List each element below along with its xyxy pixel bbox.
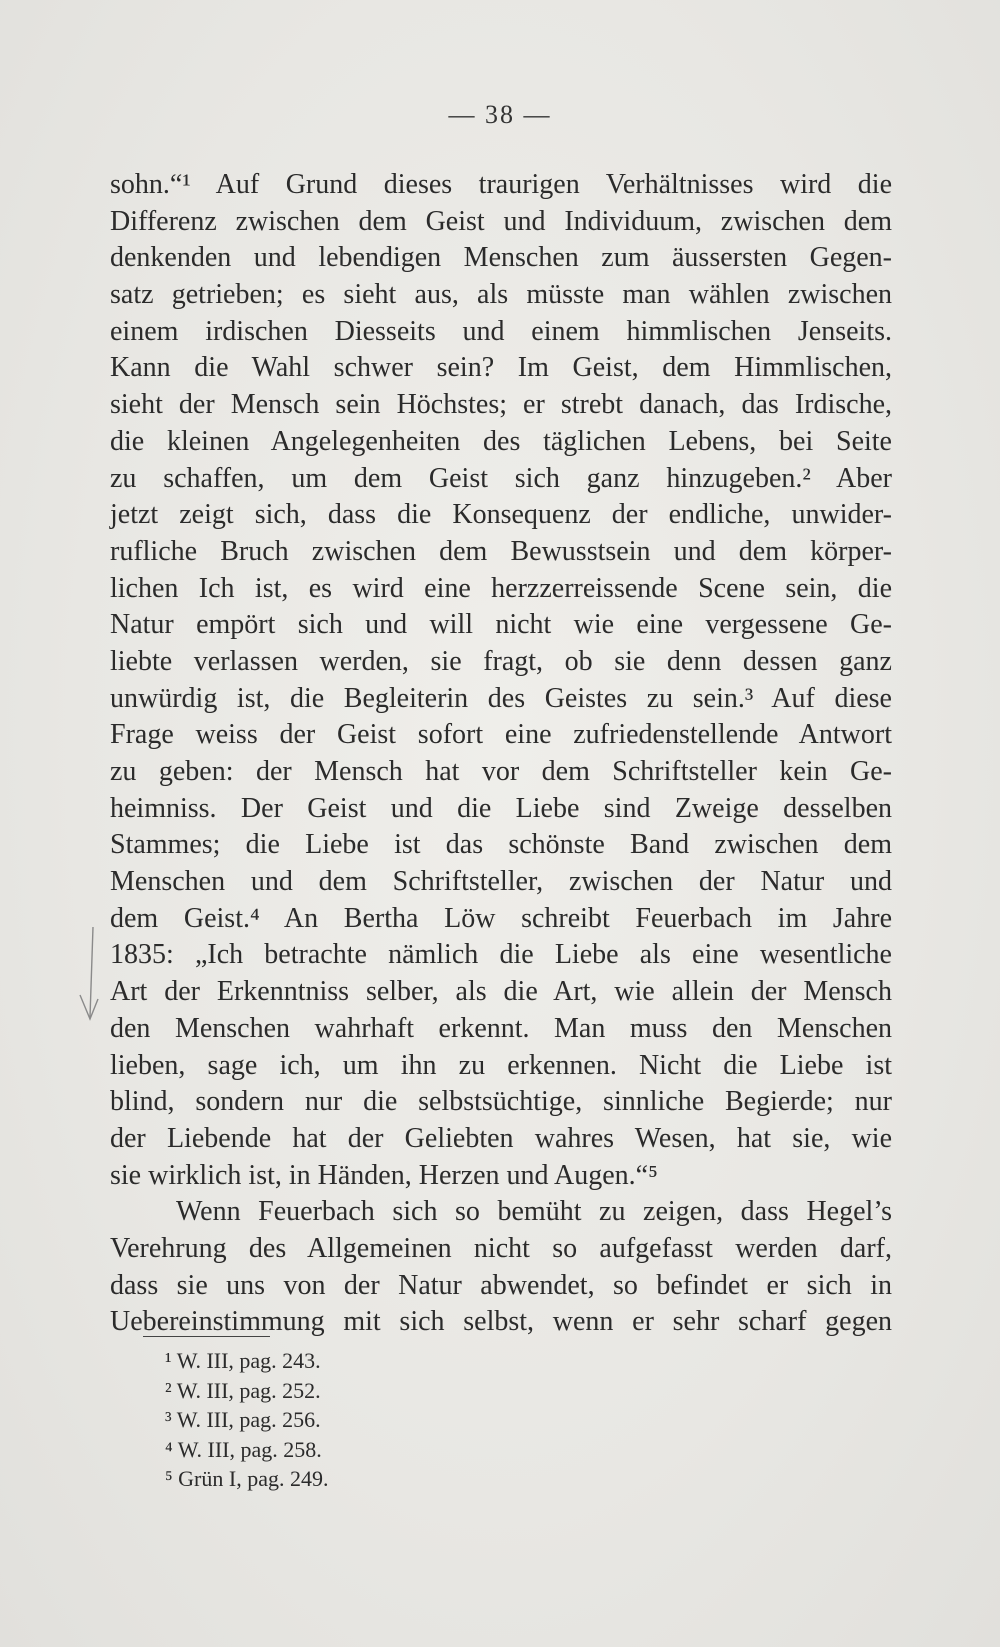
footnote: ³ W. III, pag. 256. bbox=[165, 1407, 321, 1432]
text-line: der Liebende hat der Geliebten wahres Wesen, hat sie, wie bbox=[110, 1122, 892, 1154]
text-line: Differenz zwischen dem Geist und Individuum, zwischen dem bbox=[110, 205, 892, 237]
body-text bbox=[110, 167, 892, 1341]
text-line: sie wirklich ist, in Händen, Herzen und Augen.“⁵ bbox=[110, 1159, 658, 1191]
text-line: denkenden und lebendigen Menschen zum äussersten Gegen- bbox=[110, 242, 892, 274]
text-line: einem irdischen Diesseits und einem himmlischen Jenseits. bbox=[110, 315, 892, 347]
text-line: sohn.“¹ Auf Grund dieses traurigen Verhältnisses wird die bbox=[110, 169, 892, 200]
pencil-arrow-mark bbox=[76, 925, 106, 1025]
text-line: Verehrung des Allgemeinen nicht so aufgefasst werden darf, bbox=[110, 1232, 892, 1264]
text-line: jetzt zeigt sich, dass die Konsequenz der endliche, unwider- bbox=[110, 499, 892, 531]
text-line: Natur empört sich und will nicht wie eine vergessene Ge- bbox=[110, 609, 892, 641]
text-line: blind, sondern nur die selbstsüchtige, sinnliche Begierde; nur bbox=[110, 1086, 892, 1118]
footnote: ⁵ Grün I, pag. 249. bbox=[165, 1466, 329, 1491]
text-line: Menschen und dem Schriftsteller, zwischen der Natur und bbox=[110, 866, 892, 898]
text-line: dass sie uns von der Natur abwendet, so befindet er sich in bbox=[110, 1269, 892, 1301]
text-line: Art der Erkenntniss selber, als die Art, wie allein der Mensch bbox=[110, 976, 892, 1008]
text-line: Kann die Wahl schwer sein? Im Geist, dem Himmlischen, bbox=[110, 352, 892, 384]
page-number: — 38 — bbox=[448, 100, 552, 129]
footnotes bbox=[165, 1346, 565, 1494]
text-line: satz getrieben; es sieht aus, als müsste man wählen zwischen bbox=[110, 279, 892, 311]
footnote: ⁴ W. III, pag. 258. bbox=[165, 1436, 322, 1462]
text-line: dem Geist.⁴ An Bertha Löw schreibt Feuerbach im Jahre bbox=[110, 902, 892, 934]
footnote: ² W. III, pag. 252. bbox=[165, 1377, 321, 1403]
text-line: den Menschen wahrhaft erkennt. Man muss den Menschen bbox=[110, 1012, 892, 1044]
text-line: rufliche Bruch zwischen dem Bewusstsein und dem körper- bbox=[110, 535, 892, 567]
text-line: sieht der Mensch sein Höchstes; er strebt danach, das Irdische, bbox=[110, 389, 892, 421]
text-line: zu schaffen, um dem Geist sich ganz hinzugeben.² Aber bbox=[110, 462, 892, 494]
footnote-divider bbox=[143, 1336, 270, 1337]
text-line: Frage weiss der Geist sofort eine zufriedenstellende Antwort bbox=[110, 719, 892, 751]
text-line: unwürdig ist, die Begleiterin des Geistes zu sein.³ Auf diese bbox=[110, 682, 892, 714]
footnote: ¹ W. III, pag. 243. bbox=[165, 1348, 321, 1373]
text-line: zu geben: der Mensch hat vor dem Schriftsteller kein Ge- bbox=[110, 756, 892, 787]
text-line: liebte verlassen werden, sie fragt, ob sie denn dessen ganz bbox=[110, 645, 892, 677]
text-line: die kleinen Angelegenheiten des täglichen Lebens, bei Seite bbox=[110, 425, 892, 457]
text-line: Stammes; die Liebe ist das schönste Band zwischen dem bbox=[110, 829, 892, 861]
text-line: lichen Ich ist, es wird eine herzzerreissende Scene sein, die bbox=[110, 572, 892, 604]
text-line: 1835: „Ich betrachte nämlich die Liebe als eine wesentliche bbox=[110, 939, 892, 971]
text-line: heimniss. Der Geist und die Liebe sind Zweige desselben bbox=[110, 792, 892, 824]
text-line: Wenn Feuerbach sich so bemüht zu zeigen, dass Hegel’s bbox=[176, 1196, 892, 1228]
text-line: Uebereinstimmung mit sich selbst, wenn er sehr scharf gegen bbox=[110, 1306, 892, 1338]
text-line: lieben, sage ich, um ihn zu erkennen. Nicht die Liebe ist bbox=[110, 1049, 892, 1081]
